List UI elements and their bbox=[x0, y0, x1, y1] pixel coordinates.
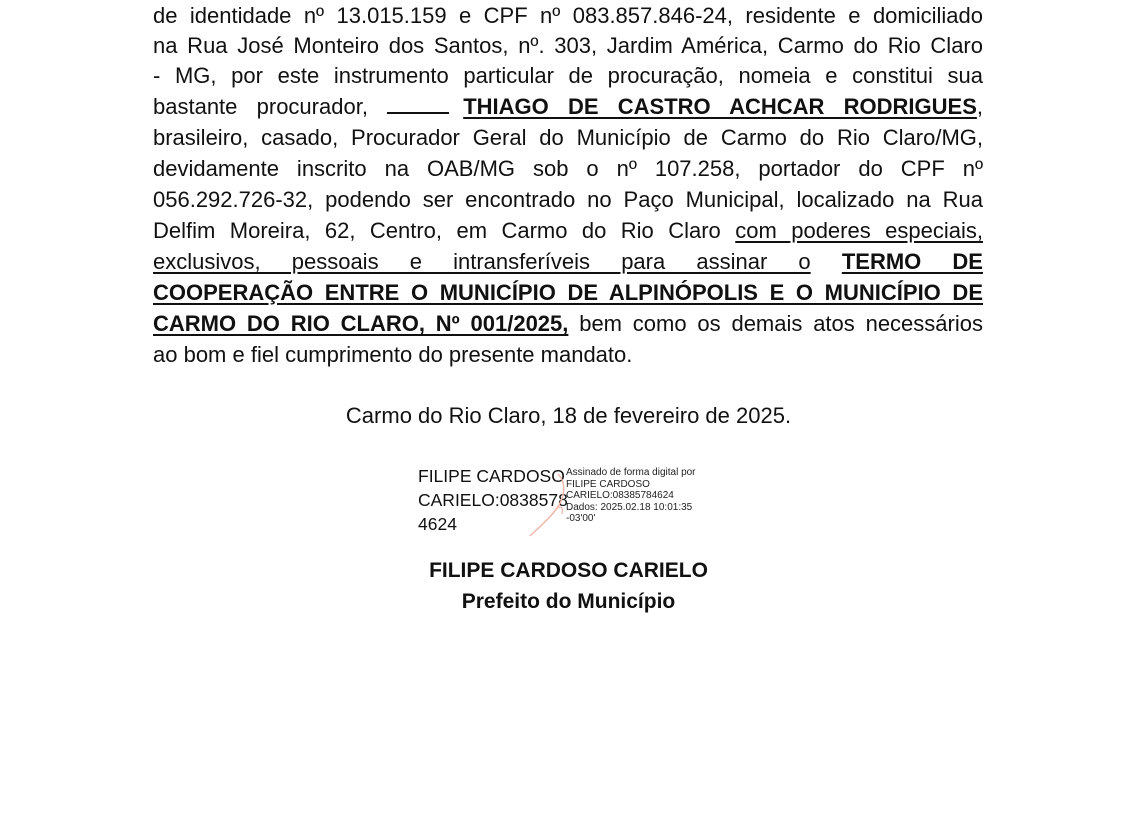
body-text: Delfim Moreira, 62, Centro, em Carmo do Rio Claro bbox=[153, 218, 721, 243]
body-line: 056.292.726-32, podendo ser encontrado no Paço Municipal, localizado na Rua bbox=[153, 187, 983, 212]
body-line: ao bom e fiel cumprimento do presente mandato. bbox=[153, 342, 633, 367]
body-text: , bbox=[976, 94, 983, 119]
body-text: bem como os demais atos necessários bbox=[579, 311, 983, 336]
body-line: devidamente inscrito na OAB/MG sob o nº 107.258, portador do CPF nº bbox=[153, 156, 983, 181]
body-line: na Rua José Monteiro dos Santos, nº. 303, Jardim América, Carmo do Rio Claro bbox=[153, 33, 983, 58]
term-title: COOPERAÇÃO ENTRE O MUNICÍPIO DE ALPINÓPOLIS E O MUNICÍPIO DE bbox=[153, 280, 983, 305]
signature-details: Assinado de forma digital por FILIPE CARDOSO CARIELO:08385784624 Dados: 2025.02.18 10:01:35 -03'00' bbox=[566, 467, 696, 524]
body-line: brasileiro, casado, Procurador Geral do Município de Carmo do Rio Claro/MG, bbox=[153, 125, 983, 150]
date-line: Carmo do Rio Claro, 18 de fevereiro de 2025. bbox=[345, 403, 792, 428]
attorney-name: THIAGO DE CASTRO ACHCAR RODRIGUES bbox=[463, 94, 977, 119]
body-line bbox=[153, 308, 983, 339]
body-line bbox=[153, 246, 983, 277]
signer-role: Prefeito do Município bbox=[461, 590, 676, 613]
signature-name: FILIPE CARDOSO CARIELO:0838578 4624 bbox=[418, 466, 568, 534]
special-powers-text: com poderes especiais, bbox=[735, 218, 983, 243]
term-title: CARMO DO RIO CLARO, Nº 001/2025, bbox=[153, 311, 569, 336]
signer-name: FILIPE CARDOSO CARIELO bbox=[429, 559, 708, 582]
body-text: bastante procurador, bbox=[153, 94, 368, 119]
attorney-name-blank bbox=[387, 94, 977, 119]
body-line bbox=[153, 91, 983, 122]
body-line: - MG, por este instrumento particular de procuração, nomeia e constitui sua bbox=[153, 63, 983, 88]
term-title: TERMO DE bbox=[841, 249, 983, 274]
body-line: de identidade nº 13.015.159 e CPF nº 083.857.846-24, residente e domiciliado bbox=[153, 3, 983, 28]
body-line bbox=[153, 215, 983, 246]
special-powers-text: exclusivos, pessoais e intransferíveis para assinar o bbox=[153, 249, 811, 274]
